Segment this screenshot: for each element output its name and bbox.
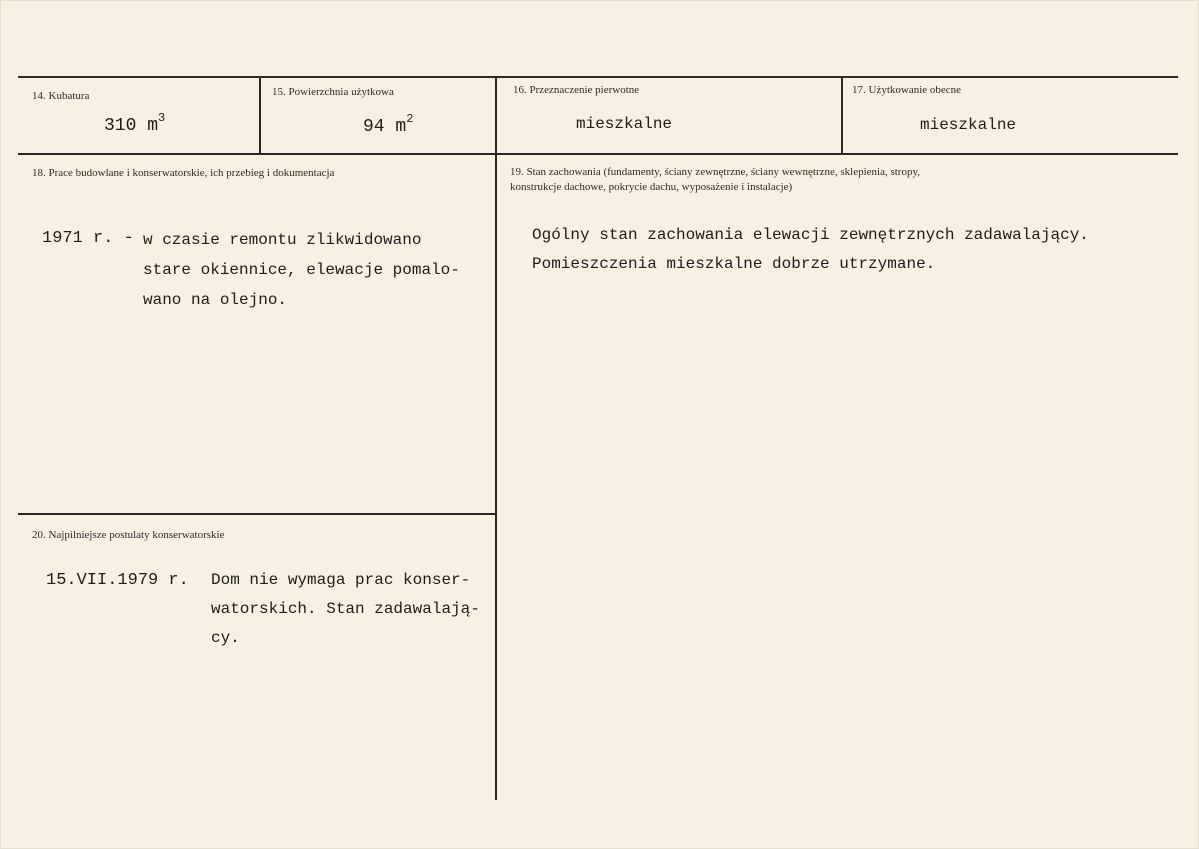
field-14-number: 310 m xyxy=(104,116,159,136)
field-14-exponent: 3 xyxy=(158,111,166,125)
field-15-exponent: 2 xyxy=(406,112,414,126)
field-18-line-1: w czasie remontu zlikwidowano xyxy=(143,231,422,249)
field-19-line-1: Ogólny stan zachowania elewacji zewnętrznych zadawalający. xyxy=(532,226,1089,244)
field-18-line-2: stare okiennice, elewacje pomalo- xyxy=(143,261,460,279)
field-19-text xyxy=(532,221,1089,279)
divider-15-16 xyxy=(495,78,497,800)
field-20-line-3: cy. xyxy=(211,629,240,647)
field-16-label: 16. Przeznaczenie pierwotne xyxy=(513,84,640,96)
field-16-value: mieszkalne xyxy=(576,115,673,133)
row1-bottom-rule xyxy=(18,153,1178,155)
field-17-value: mieszkalne xyxy=(920,116,1017,134)
divider-16-17 xyxy=(841,78,843,154)
field-19-line-2: Pomieszczenia mieszkalne dobrze utrzymane. xyxy=(532,255,936,273)
field-20-date: 15.VII.1979 r. xyxy=(46,571,189,590)
field-15-value xyxy=(363,114,413,137)
field-20-line-1: Dom nie wymaga prac konser- xyxy=(211,571,471,589)
field-18-label: 18. Prace budowlane i konserwatorskie, ich przebieg i dokumentacja xyxy=(32,167,335,179)
field-15-number: 94 m xyxy=(363,117,407,137)
row2-bottom-rule xyxy=(18,513,496,515)
field-19-label-line-2: konstrukcje dachowe, pokrycie dachu, wyposażenie i instalacje) xyxy=(510,181,793,193)
field-19-label-line-1: 19. Stan zachowania (fundamenty, ściany zewnętrzne, ściany wewnętrzne, sklepienia, stropy, xyxy=(510,166,921,178)
top-rule xyxy=(18,76,1178,78)
field-20-line-2: watorskich. Stan zadawalają- xyxy=(211,600,480,618)
field-14-value xyxy=(104,113,165,136)
field-18-year: 1971 r. - xyxy=(42,229,134,248)
field-18-line-3: wano na olejno. xyxy=(143,291,288,309)
field-14-label: 14. Kubatura xyxy=(32,90,90,102)
field-20-label: 20. Najpilniejsze postulaty konserwatorskie xyxy=(32,529,225,541)
field-17-label: 17. Użytkowanie obecne xyxy=(852,84,962,96)
field-15-label: 15. Powierzchnia użytkowa xyxy=(272,86,394,98)
divider-14-15 xyxy=(259,78,261,154)
field-20-text xyxy=(211,566,480,653)
field-18-text xyxy=(143,225,460,315)
